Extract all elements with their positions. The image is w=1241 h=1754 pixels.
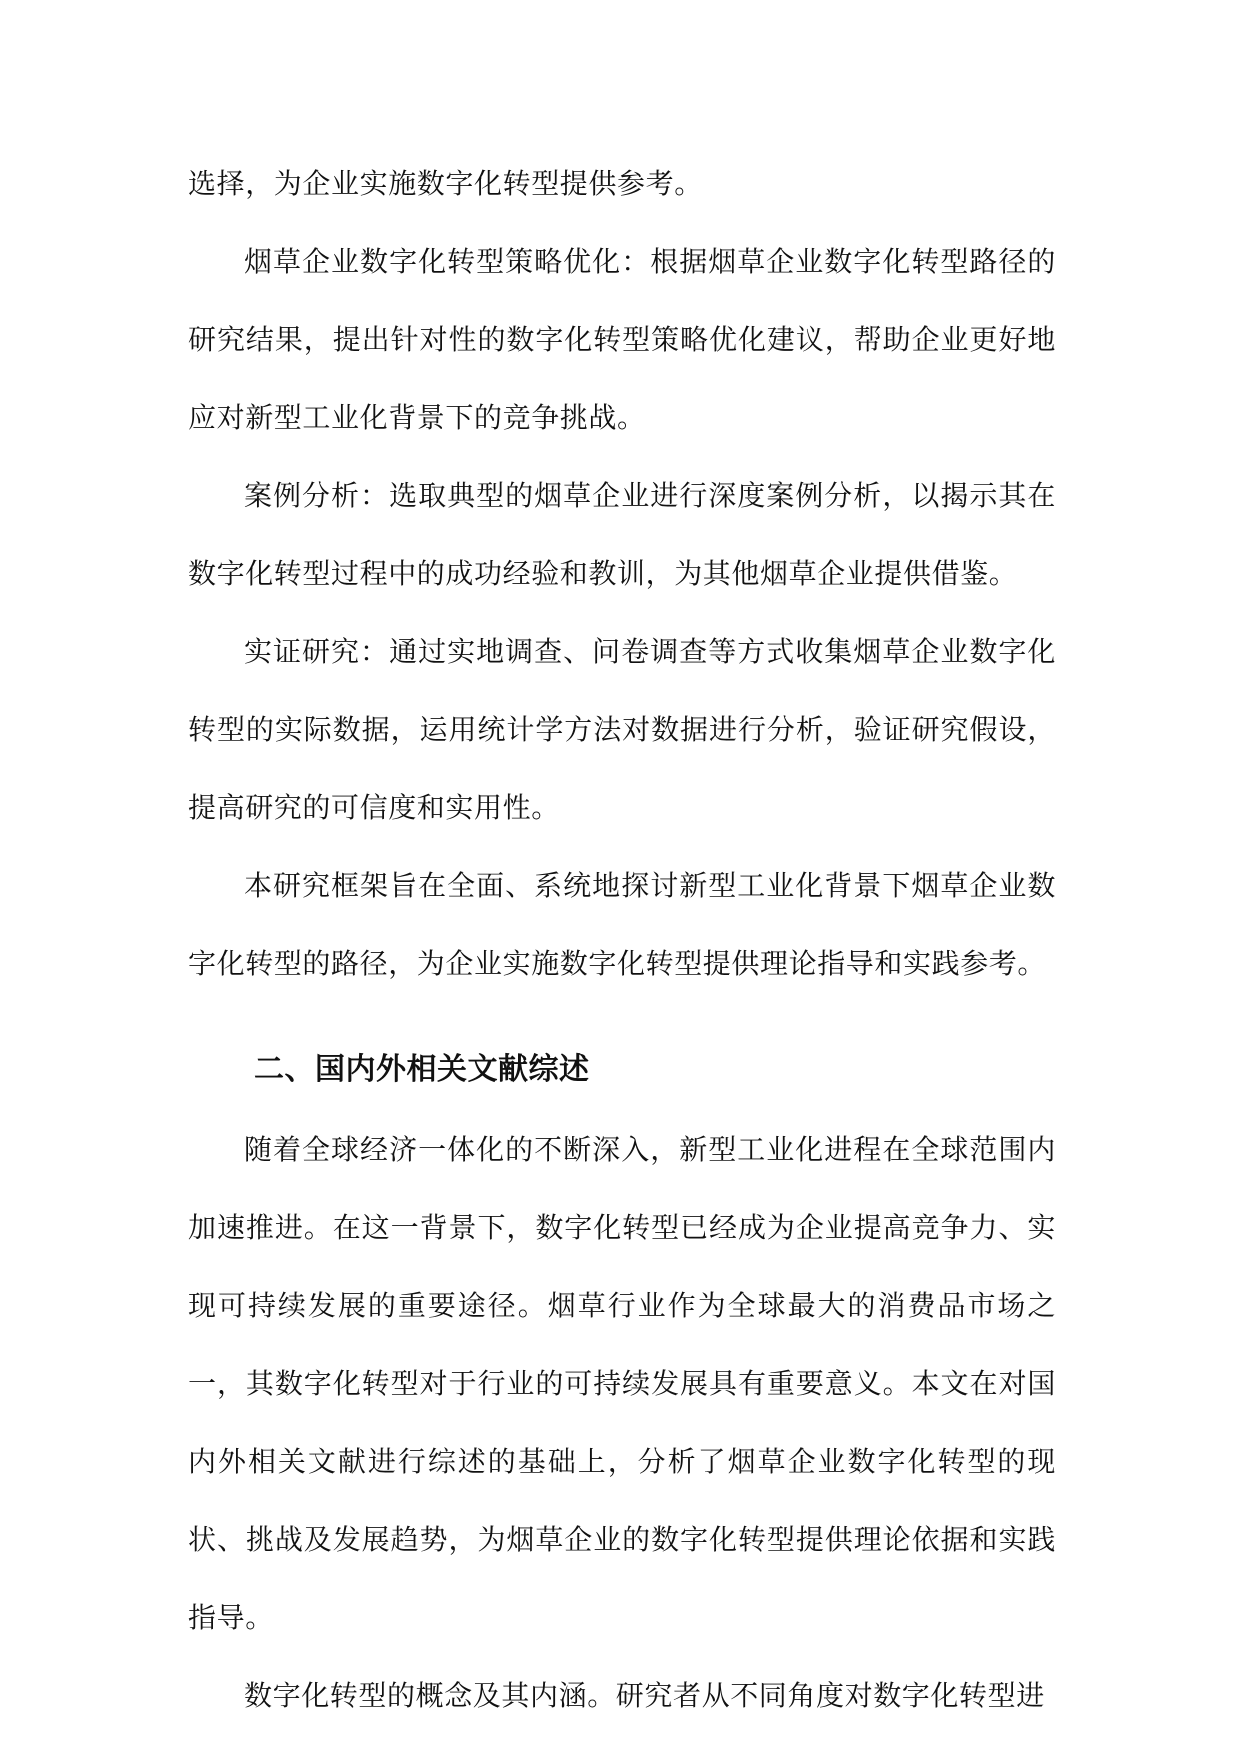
paragraph-literature-intro: 随着全球经济一体化的不断深入，新型工业化进程在全球范围内加速推进。在这一背景下，数字化转型已经成为企业提高竞争力、实现可持续发展的重要途径。烟草行业作为全球最大的消费品市场之一，其数字化转型对于行业的可持续发展具有重要意义。本文在对国内外相关文献进行综述的基础上，分析了烟草企业数字化转型的现状、挑战及发展趋势，为烟草企业的数字化转型提供理论依据和实践指导。 bbox=[188, 1133, 1056, 1634]
paragraph-framework-summary: 本研究框架旨在全面、系统地探讨新型工业化背景下烟草企业数字化转型的路径，为企业实施数字化转型提供理论指导和实践参考。 bbox=[188, 869, 1056, 980]
paragraph-digital-transformation-concept: 数字化转型的概念及其内涵。研究者从不同角度对数字化转型进 bbox=[244, 1679, 1045, 1712]
paragraph-strategy-optimization: 烟草企业数字化转型策略优化：根据烟草企业数字化转型路径的研究结果，提出针对性的数字化转型策略优化建议，帮助企业更好地应对新型工业化背景下的竞争挑战。 bbox=[188, 245, 1056, 434]
paragraph-continuation: 选择，为企业实施数字化转型提供参考。 bbox=[188, 167, 703, 200]
document-body bbox=[188, 145, 1056, 1735]
paragraph-case-analysis: 案例分析：选取典型的烟草企业进行深度案例分析，以揭示其在数字化转型过程中的成功经验和教训，为其他烟草企业提供借鉴。 bbox=[188, 479, 1056, 590]
section-heading: 二、国内外相关文献综述 bbox=[254, 1052, 590, 1087]
paragraph-empirical-research: 实证研究：通过实地调查、问卷调查等方式收集烟草企业数字化转型的实际数据，运用统计学方法对数据进行分析，验证研究假设，提高研究的可信度和实用性。 bbox=[188, 635, 1056, 824]
